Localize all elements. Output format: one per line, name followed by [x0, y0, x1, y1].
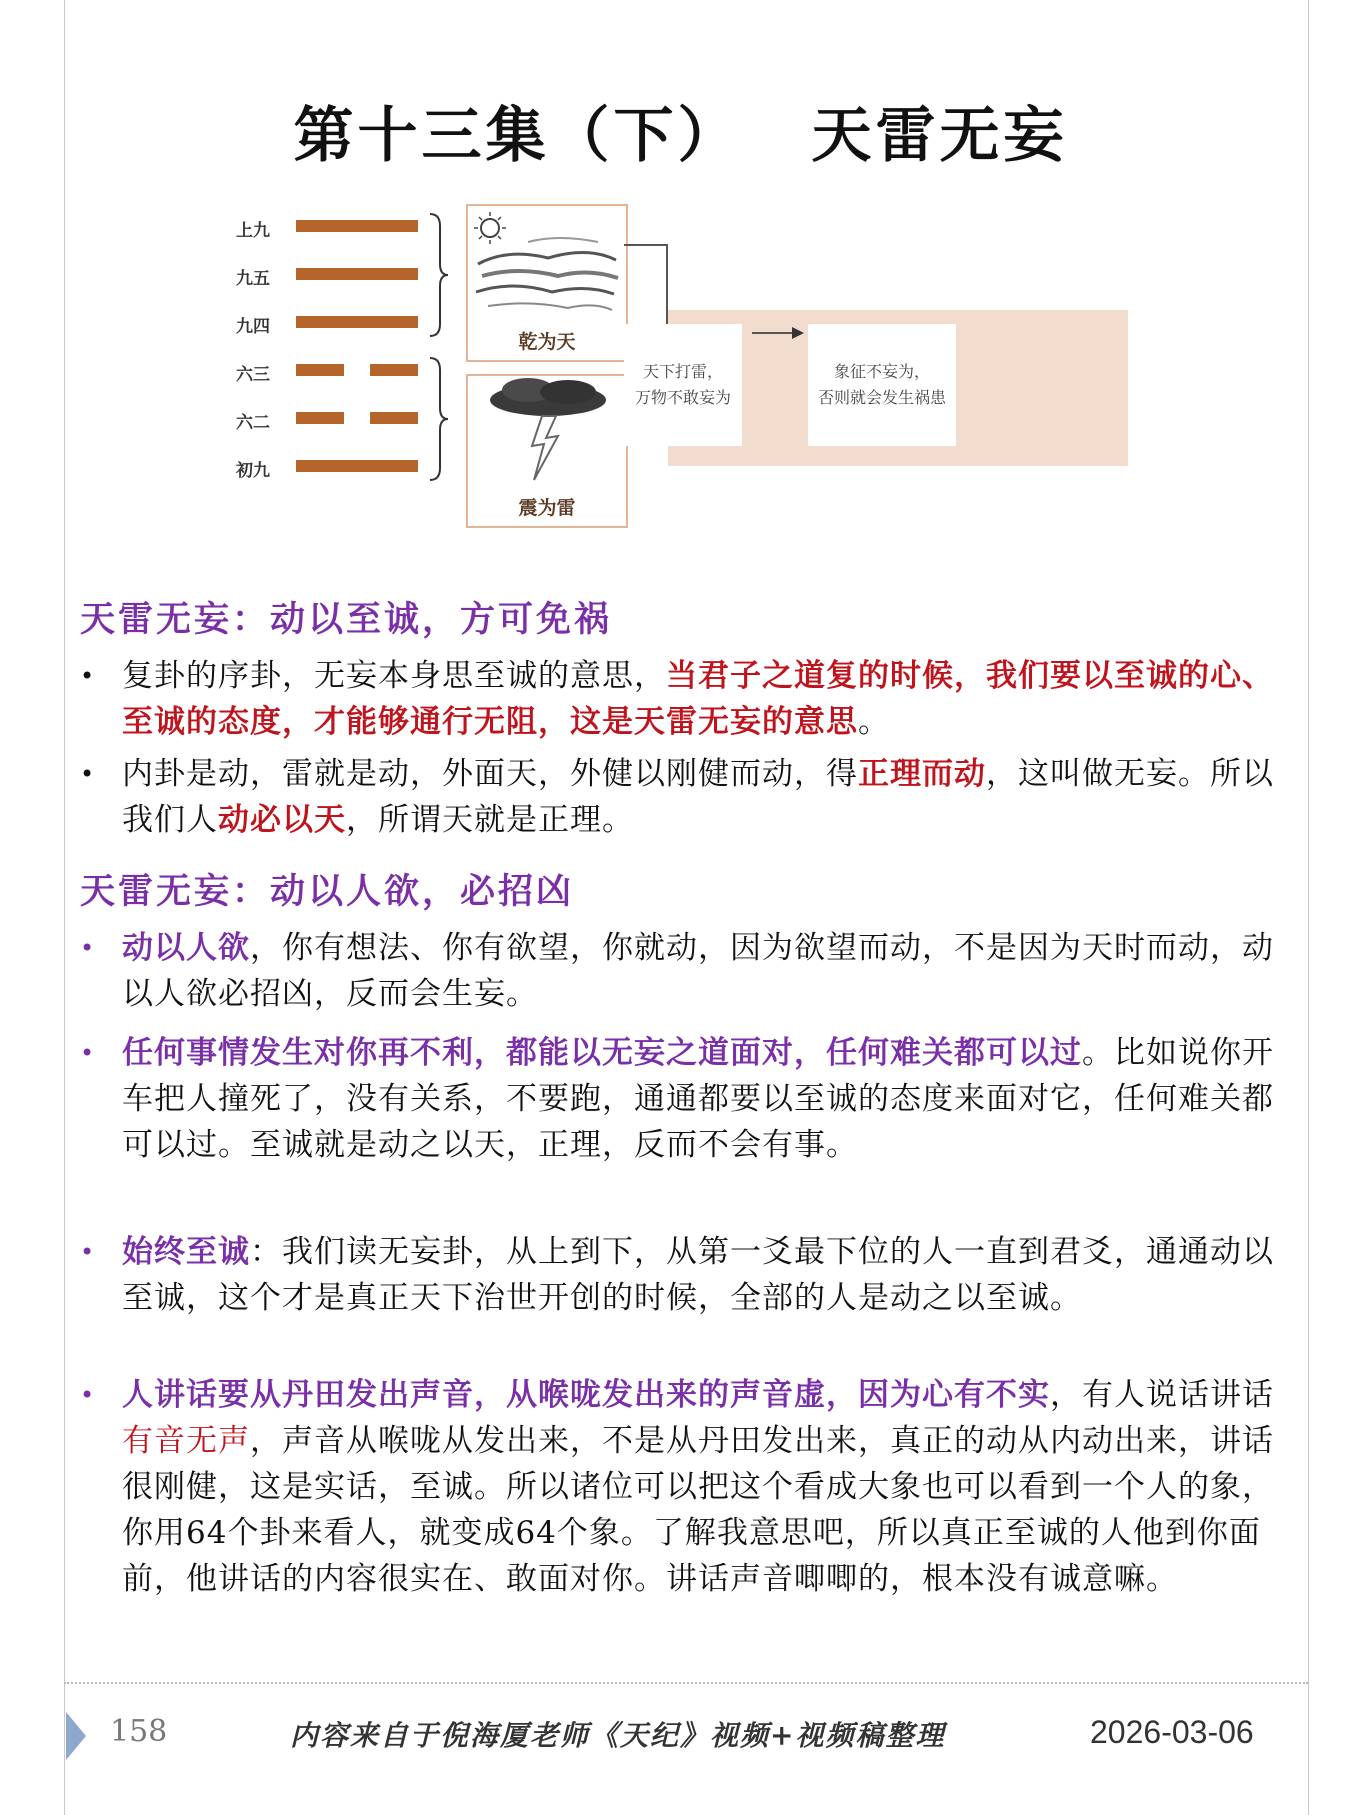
item-text: 内卦是动，雷就是动，外面天，外健以刚健而动，得 — [122, 756, 858, 792]
item-emphasis: 任何事情发生对你再不利，都能以无妄之道面对，任何难关都可以过 — [122, 1035, 1082, 1071]
item-emphasis: 动必以天 — [218, 802, 346, 838]
item-emphasis: 动以人欲 — [122, 930, 250, 966]
item-emphasis: 有音无声 — [122, 1423, 250, 1459]
yao-label-first: 初九 — [236, 461, 270, 481]
bullet-icon: • — [80, 760, 96, 788]
upper-trigram-box — [466, 204, 628, 362]
item-text: ，所谓天就是正理。 — [346, 802, 634, 838]
yao-line-solid — [296, 316, 418, 328]
item-text: 复卦的序卦，无妄本身思至诚的意思， — [122, 658, 666, 694]
yao-line-solid — [296, 460, 418, 472]
yao-line-solid — [296, 268, 418, 280]
list-item — [80, 1229, 1280, 1321]
item-text: 。比如说你开车把人撞死了，没有关系，不要跑，通通都要以至诚的态度来面对它，任何难关都可以过。至诚就是动之以天，正理，反而不会有事。 — [122, 1035, 1274, 1163]
bullet-icon: • — [80, 1039, 96, 1067]
result1-line2: 万物不敢妄为 — [634, 388, 731, 407]
item-emphasis: 人讲话要从丹田发出声音，从喉咙发出来的声音虚，因为心有不实 — [122, 1377, 1050, 1413]
upper-trigram-name: 乾为天 — [518, 331, 576, 353]
result1-line1: 天下打雷， — [642, 362, 723, 381]
item-text: ，声音从喉咙从发出来，不是从丹田发出来，真正的动从内动出来，讲话很刚健，这是实话，至诚。所以诸位可以把这个看成大象也可以看到一个人的象，你用64个卦来看人，就变成64个象。了解我意思吧，所以真正至诚的人他到你面前，他讲话的内容很实在、敢面对你。讲话声音唧唧的，根本没有诚意嘛。 — [122, 1423, 1274, 1597]
result-box-2 — [808, 324, 956, 446]
bullet-icon: • — [80, 1238, 96, 1266]
item-text: ，这叫做无妄。所以我们人 — [122, 756, 1274, 838]
footer-arrow-icon — [66, 1712, 86, 1760]
heaven-clouds-icon — [468, 206, 626, 324]
item-emphasis: 当君子之道复的时候，我们要以至诚的心、至诚的态度，才能够通行无阻，这是天雷无妄的意思 — [122, 658, 1274, 740]
title-hexagram: 天雷无妄 — [811, 101, 1068, 171]
section2-heading: 天雷无妄：动以人欲，必招凶 — [80, 871, 575, 912]
item-emphasis: 始终至诚 — [122, 1234, 250, 1270]
footer-source: 内容来自于倪海厦老师《天纪》视频+视频稿整理 — [290, 1719, 946, 1752]
list-item — [80, 653, 1280, 745]
result2-line1: 象征不妄为， — [833, 362, 930, 381]
list-item — [80, 1030, 1280, 1168]
footer-divider — [64, 1682, 1308, 1684]
yao-label-second: 六二 — [236, 413, 270, 433]
bullet-icon: • — [80, 934, 96, 962]
page-number: 158 — [110, 1714, 168, 1749]
item-text: ，你有想法、你有欲望，你就动，因为欲望而动，不是因为天时而动，动以人欲必招凶，反而会生妄。 — [122, 930, 1274, 1012]
yao-line-solid — [296, 220, 418, 232]
footer-date: 2026-03-06 — [1090, 1714, 1254, 1750]
arrow-right-icon — [792, 326, 806, 340]
page-left-border — [64, 0, 65, 1815]
lower-trigram-box — [466, 374, 628, 528]
yao-label-third: 六三 — [236, 365, 270, 385]
list-item — [80, 925, 1280, 1017]
bullet-icon: • — [80, 662, 96, 690]
bullet-icon: • — [80, 1381, 96, 1409]
list-item — [80, 1372, 1280, 1602]
yao-label-fifth: 九五 — [236, 269, 270, 289]
yao-line-broken-right — [370, 412, 418, 424]
item-text: ，有人说话讲话 — [1050, 1377, 1274, 1413]
yao-label-fourth: 九四 — [236, 317, 270, 337]
item-text: ：我们读无妄卦，从上到下，从第一爻最下位的人一直到君爻，通通动以至诚，这个才是真正天下治世开创的时候，全部的人是动之以至诚。 — [122, 1234, 1274, 1316]
lower-trigram-name: 震为雷 — [518, 497, 576, 519]
result2-line2: 否则就会发生祸患 — [817, 388, 946, 407]
thunder-cloud-icon — [468, 376, 626, 492]
title-episode: 第十三集（下） — [293, 101, 742, 171]
connector-line — [752, 332, 796, 334]
yao-label-top: 上九 — [236, 221, 270, 241]
lower-brace-icon — [428, 356, 450, 482]
list-item — [80, 751, 1280, 843]
upper-brace-icon — [428, 212, 450, 338]
hexagram-diagram — [236, 204, 1136, 569]
yao-line-broken-left — [296, 364, 344, 376]
section1-heading: 天雷无妄：动以至诚，方可免祸 — [80, 599, 613, 640]
item-text: 。 — [858, 704, 890, 740]
yao-line-broken-left — [296, 412, 344, 424]
page-title — [0, 88, 1361, 174]
yao-line-broken-right — [370, 364, 418, 376]
page-right-border — [1308, 0, 1309, 1815]
item-emphasis: 正理而动 — [858, 756, 986, 792]
result-box-1 — [624, 324, 742, 446]
connector-line — [624, 244, 666, 246]
